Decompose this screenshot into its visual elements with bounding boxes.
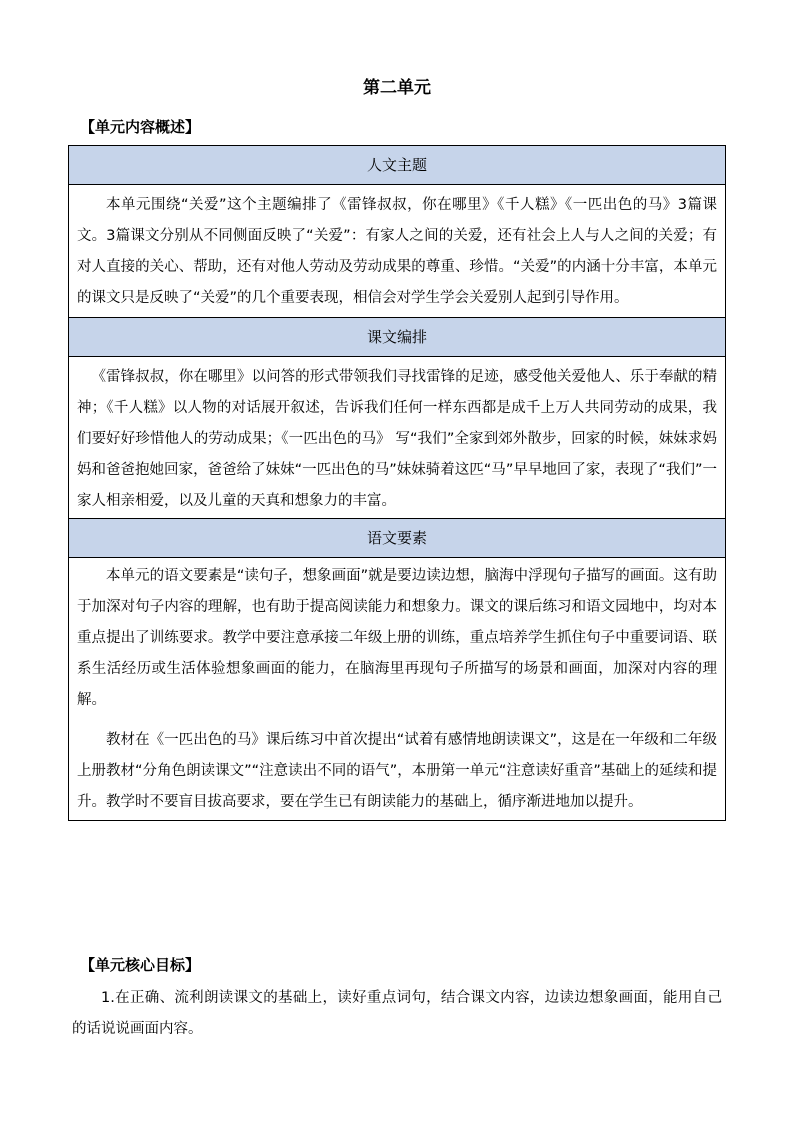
table-row bbox=[69, 519, 726, 558]
humanistic-theme-header: 人文主题 bbox=[69, 146, 726, 185]
core-goal-item: 1.在正确、流利朗读课文的基础上，读好重点词句，结合课文内容，边读边想象画面，能用自己的话说说画面内容。 bbox=[72, 990, 722, 1037]
table-row bbox=[69, 146, 726, 185]
language-elements-paragraph: 本单元的语文要素是“读句子，想象画面”就是要边读边想，脑海中浮现句子描写的画面。这有助于加深对句子内容的理解，也有助于提高阅读能力和想象力。课文的课后练习和语文园地中，均对本重点提出了训练要求。教学中要注意承接二年级上册的训练，重点培养学生抓住句子中重要词语、联系生活经历或生活体验想象画面的能力，在脑海里再现句子所描写的场景和画面，加深对内容的理解。 bbox=[77, 568, 717, 708]
table-row bbox=[69, 318, 726, 357]
table-row bbox=[69, 185, 726, 318]
unit-core-goals-heading: 【单元核心目标】 bbox=[80, 956, 201, 974]
humanistic-theme-body bbox=[69, 185, 726, 318]
text-arrangement-header: 课文编排 bbox=[69, 318, 726, 357]
humanistic-theme-paragraph: 本单元围绕“关爱”这个主题编排了《雷锋叔叔，你在哪里》《千人糕》《一匹出色的马》3篇课文。3篇课文分别从不同侧面反映了“关爱”：有家人之间的关爱，还有社会上人与人之间的关爱；有对人直接的关心、帮助，还有对他人劳动及劳动成果的尊重、珍惜。“关爱”的内涵十分丰富，本单元的课文只是反映了“关爱”的几个重要表现，相信会对学生学会关爱别人起到引导作用。 bbox=[77, 197, 717, 306]
page-title: 第二单元 bbox=[363, 78, 431, 98]
text-arrangement-body bbox=[69, 357, 726, 519]
unit-overview-table bbox=[68, 145, 726, 821]
language-elements-body bbox=[69, 558, 726, 821]
table-row bbox=[69, 357, 726, 519]
language-elements-paragraph: 教材在《一匹出色的马》课后练习中首次提出“试着有感情地朗读课文”，这是在一年级和二年级上册教材“分角色朗读课文”“注意读出不同的语气”，本册第一单元“注意读好重音”基础上的延续和提升。教学时不要盲目拔高要求，要在学生已有朗读能力的基础上，循序渐进地加以提升。 bbox=[77, 732, 717, 810]
unit-overview-heading: 【单元内容概述】 bbox=[80, 118, 201, 136]
text-arrangement-paragraph: 《雷锋叔叔，你在哪里》以问答的形式带领我们寻找雷锋的足迹，感受他关爱他人、乐于奉献的精神；《千人糕》以人物的对话展开叙述，告诉我们任何一样东西都是成千上万人共同劳动的成果，我们要好好珍惜他人的劳动成果；《一匹出色的马》 写“我们”全家到郊外散步，回家的时候，妹妹求妈妈和爸爸抱她回家，爸爸给了妹妹“一匹出色的马”妹妹骑着这匹“马”早早地回了家，表现了“我们”一家人相亲相爱，以及儿童的天真和想象力的丰富。 bbox=[77, 369, 717, 509]
language-elements-header: 语文要素 bbox=[69, 519, 726, 558]
table-row bbox=[69, 558, 726, 821]
